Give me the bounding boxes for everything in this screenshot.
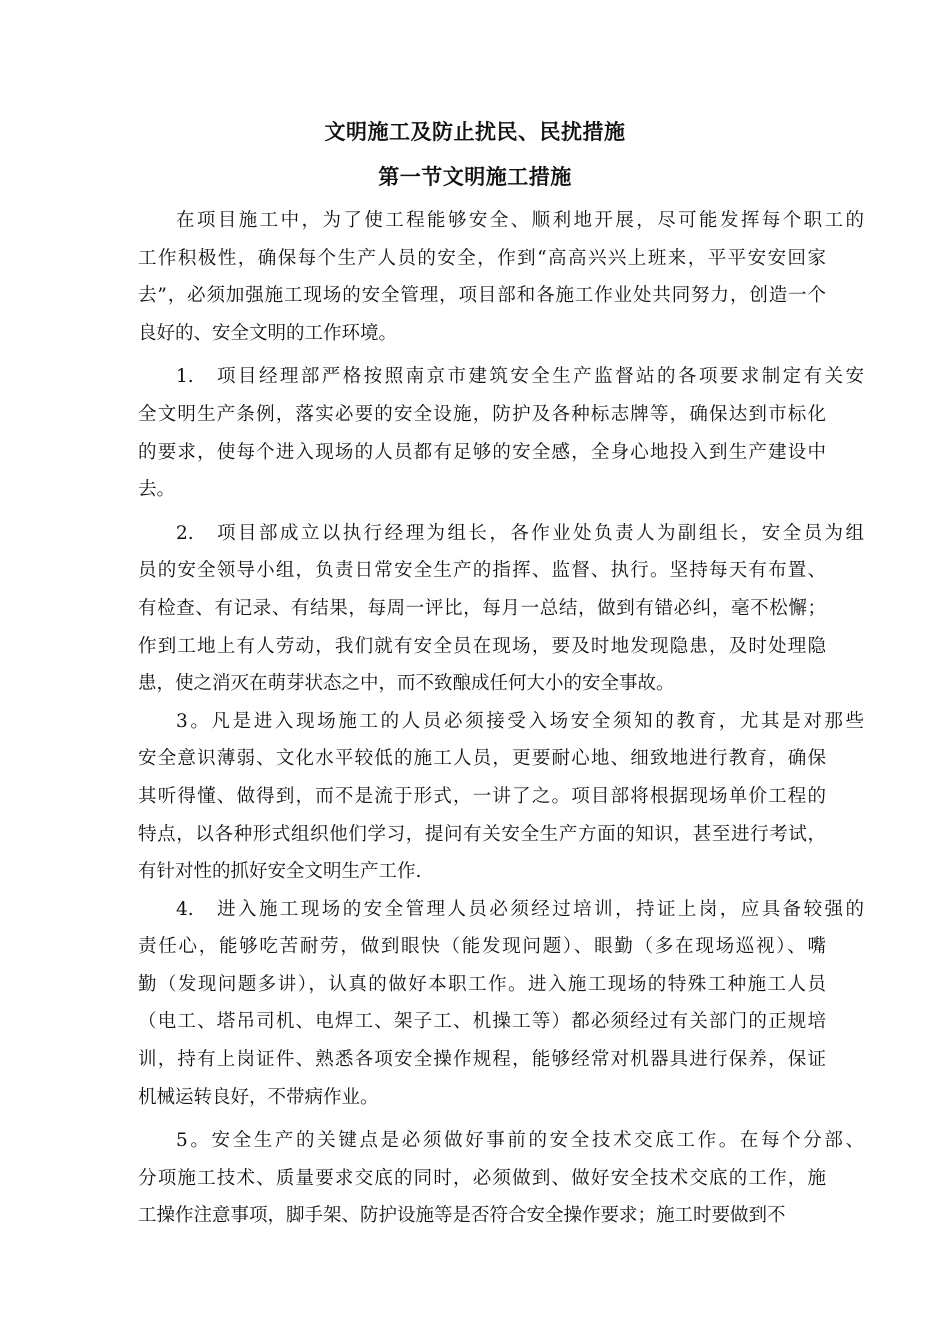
document-body (138, 202, 864, 1235)
text-line: 工作积极性，确保每个生产人员的安全，作到“高高兴兴上班来，平平安安回家 (138, 247, 826, 269)
text-line: 的要求，使每个进入现场的人员都有足够的安全感，全身心地投入到生产建设中 (138, 441, 826, 463)
text-line: 作到工地上有人劳动，我们就有安全员在现场，要及时地发现隐患，及时处理隐 (138, 635, 826, 657)
paragraph (138, 1122, 864, 1235)
text-line: 勤（发现问题多讲），认真的做好本职工作。进入施工现场的特殊工种施工人员 (138, 973, 826, 995)
paragraph (138, 358, 864, 508)
text-line: 患，使之消灭在萌芽状态之中，而不致酿成任何大小的安全事故。 (138, 673, 675, 695)
text-line: 在项目施工中，为了使工程能够安全、顺利地开展，尽可能发挥每个职工的 (176, 210, 864, 231)
text-line: 2. 项目部成立以执行经理为组长，各作业处负责人为副组长，安全员为组 (176, 522, 864, 544)
text-line: 员的安全领导小组，负责日常安全生产的指挥、监督、执行。坚持每天有布置、 (138, 560, 826, 582)
text-line: 特点，以各种形式组织他们学习，提问有关安全生产方面的知识，甚至进行考试， (138, 823, 826, 845)
text-line: 全文明生产条例，落实必要的安全设施，防护及各种标志牌等，确保达到市标化 (138, 403, 826, 425)
text-line: 有检查、有记录、有结果，每周一评比，每月一总结，做到有错必纠，毫不松懈； (138, 597, 826, 619)
text-line: 训，持有上岗证件、熟悉各项安全操作规程，能够经常对机器具进行保养，保证 (138, 1049, 826, 1071)
text-line: 机械运转良好，不带病作业。 (138, 1086, 379, 1108)
text-line: 良好的、安全文明的工作环境。 (138, 322, 398, 344)
paragraph (138, 891, 864, 1117)
text-line: 安全意识薄弱、文化水平较低的施工人员，更要耐心地、细致地进行教育，确保 (138, 748, 826, 770)
text-line: 有针对性的抓好安全文明生产工作. (138, 861, 422, 883)
text-line: 5。安全生产的关键点是必须做好事前的安全技术交底工作。在每个分部、 (176, 1130, 864, 1152)
text-line: 4. 进入施工现场的安全管理人员必须经过培训，持证上岗，应具备较强的 (176, 898, 864, 920)
paragraph (138, 515, 864, 703)
text-line: 3。凡是进入现场施工的人员必须接受入场安全须知的教育，尤其是对那些 (176, 710, 864, 732)
text-line: 去。 (138, 479, 176, 501)
text-line: 工操作注意事项，脚手架、防护设施等是否符合安全操作要求；施工时要做到不 (138, 1205, 786, 1227)
text-line: 1. 项目经理部严格按照南京市建筑安全生产监督站的各项要求制定有关安 (176, 366, 864, 388)
text-line: 去”，必须加强施工现场的安全管理，项目部和各施工作业处共同努力，创造一个 (138, 285, 826, 307)
text-line: （电工、塔吊司机、电焊工、架子工、机操工等）都必须经过有关部门的正规培 (138, 1011, 826, 1033)
text-line: 分项施工技术、质量要求交底的同时，必须做到、做好安全技术交底的工作，施 (138, 1167, 826, 1189)
text-line: 其听得懂、做得到，而不是流于形式，一讲了之。项目部将根据现场单价工程的 (138, 785, 826, 807)
document-title: 文明施工及防止扰民、民扰措施 (324, 120, 626, 144)
paragraph (138, 202, 864, 352)
text-line: 责任心，能够吃苦耐劳，做到眼快（能发现问题）、眼勤（多在现场巡视）、嘴 (138, 936, 826, 958)
paragraph (138, 703, 864, 891)
section-title: 第一节文明施工措施 (378, 165, 572, 189)
